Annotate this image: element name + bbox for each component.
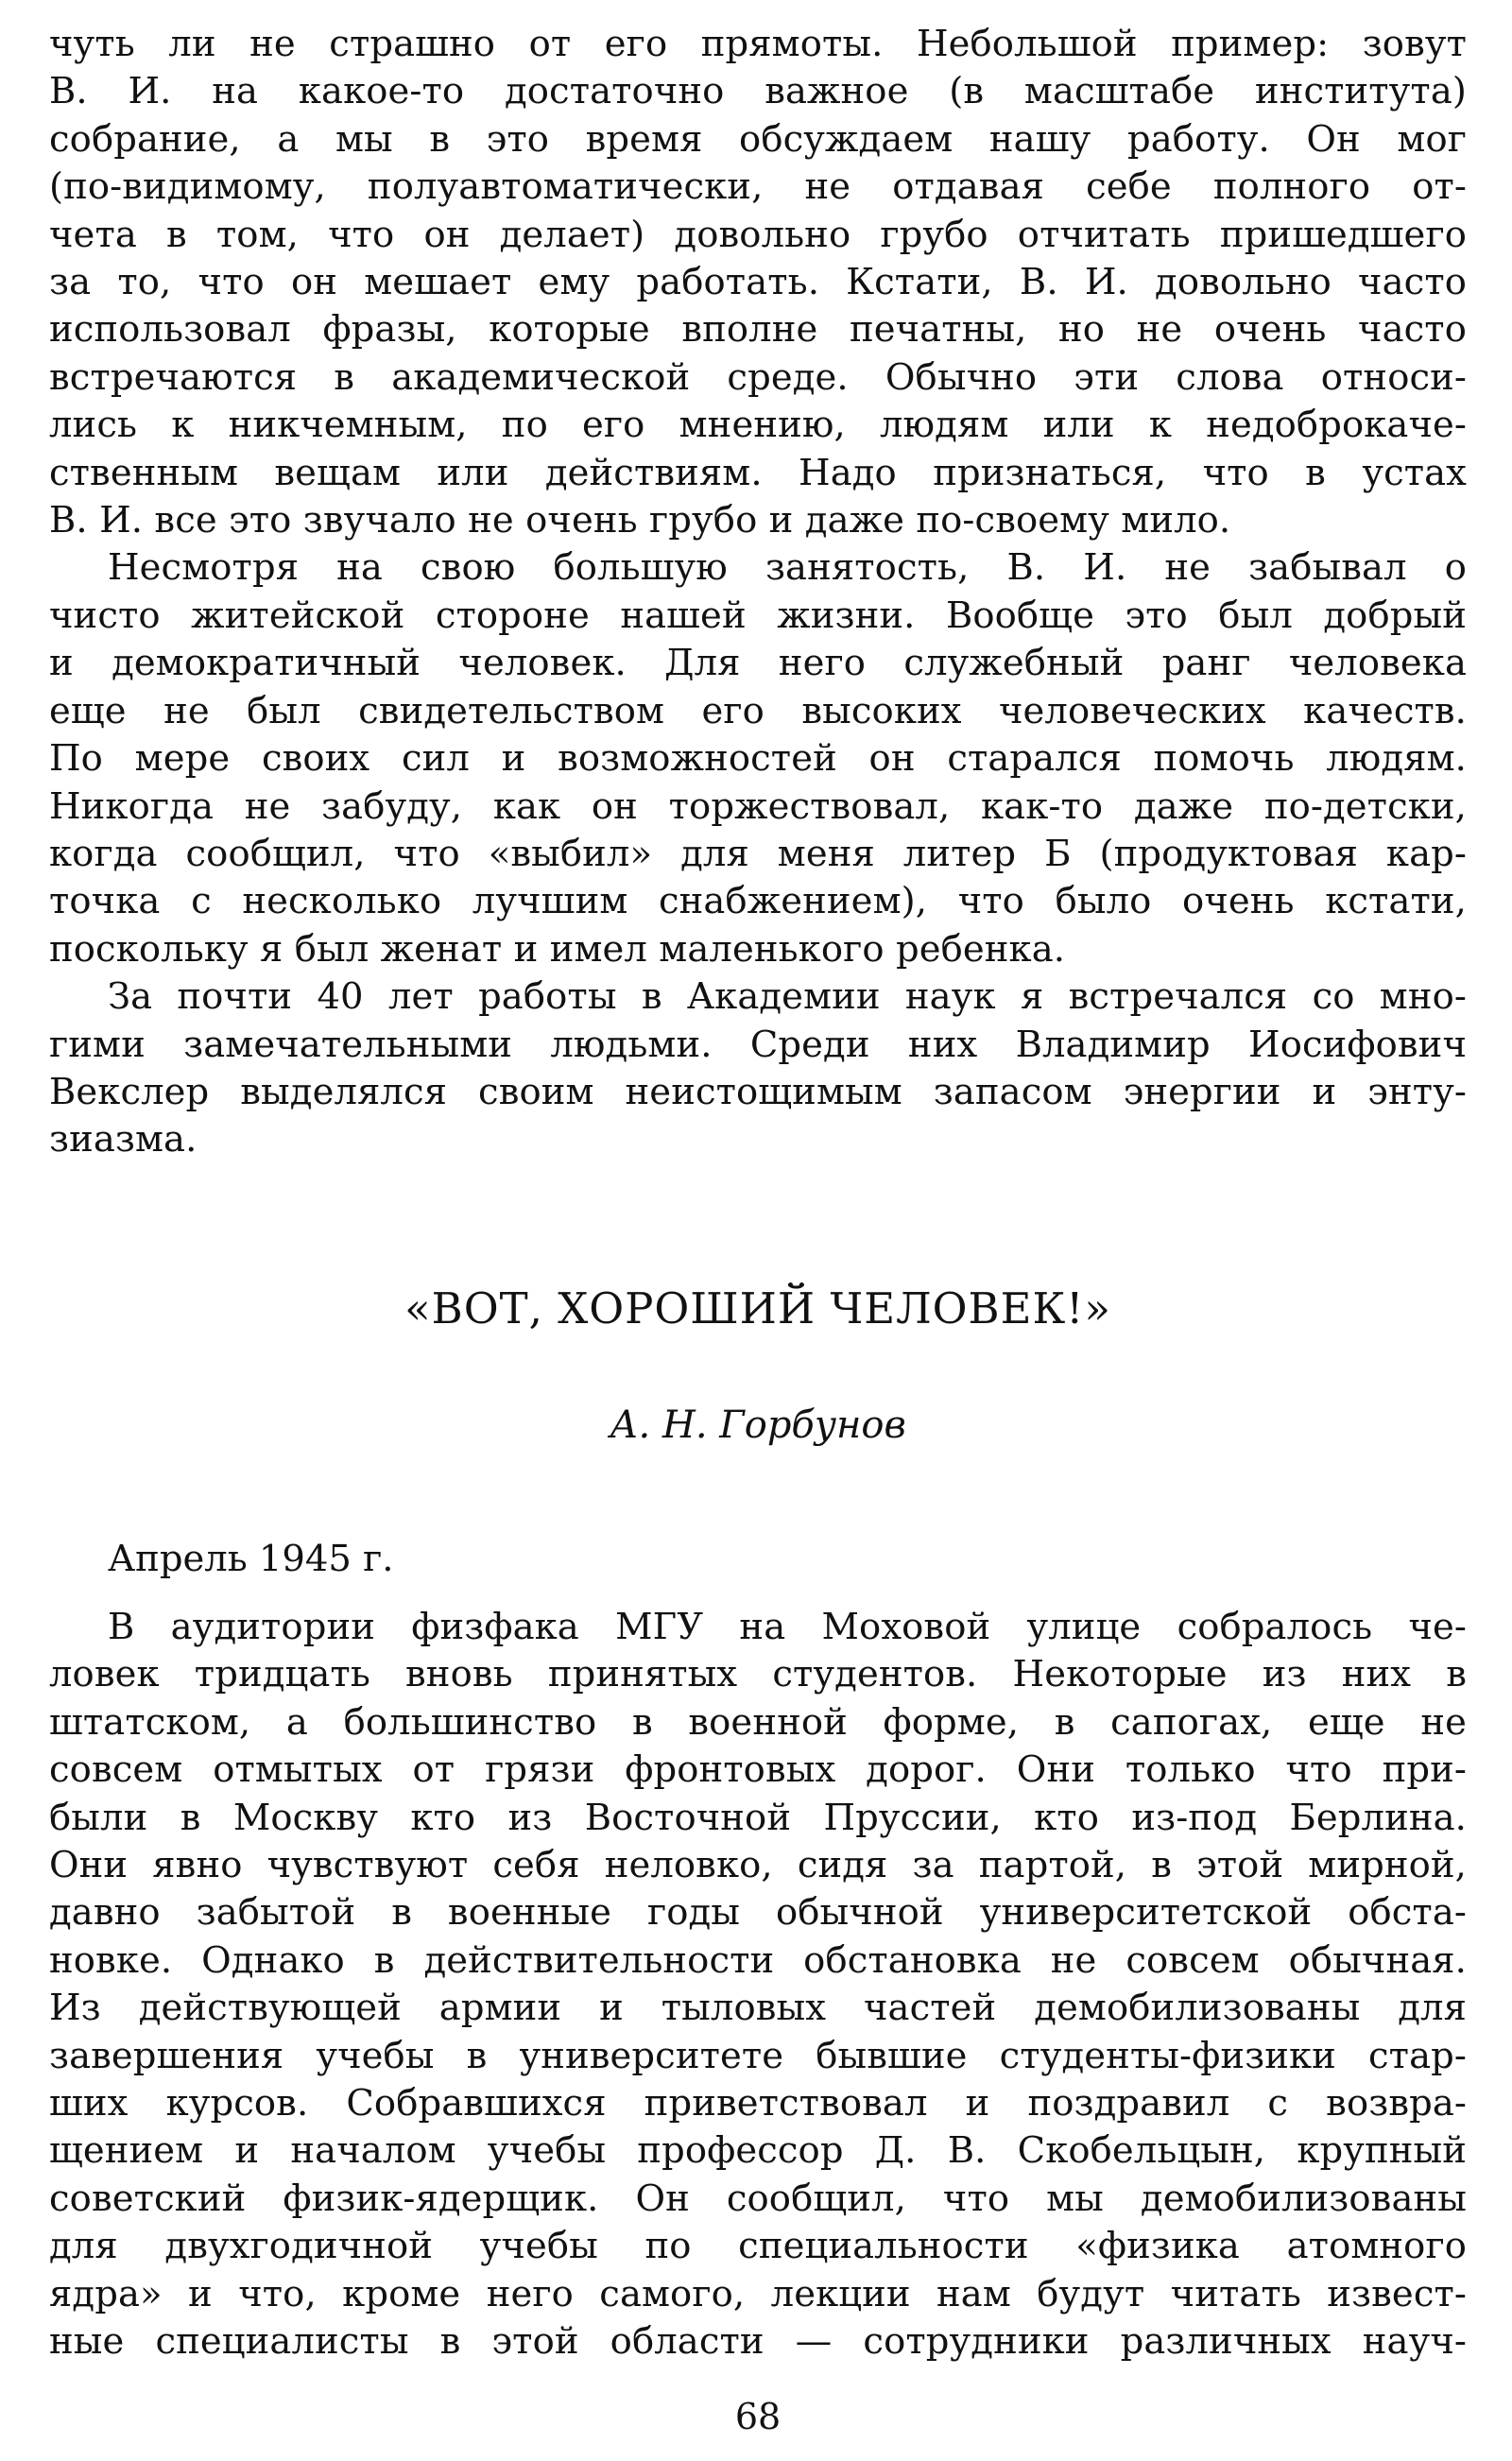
text-line: ших курсов. Собравшихся приветствовал и поздравил с возвра- <box>49 2082 1467 2125</box>
text-line: поскольку я был женат и имел маленького ребенка. <box>49 927 1066 971</box>
text-line: использовал фразы, которые вполне печатны, но не очень часто <box>49 308 1467 352</box>
text-line: Векслер выделялся своим неистощимым запасом энергии и энту- <box>49 1070 1467 1113</box>
page-number: 68 <box>734 2396 782 2437</box>
text-line: Никогда не забуду, как он торжествовал, как-то даже по-детски, <box>49 784 1467 828</box>
text-line: В. И. на какое-то достаточно важное (в масштабе института) <box>49 70 1467 113</box>
text-line: В аудитории физфака МГУ на Моховой улице собралось че- <box>108 1606 1467 1648</box>
text-line: В. И. все это звучало не очень грубо и даже по-своему мило. <box>49 499 1231 542</box>
text-line: щением и началом учебы профессор Д. В. Скобельцын, крупный <box>49 2129 1467 2173</box>
text-line: чета в том, что он делает) довольно грубо отчитать пришедшего <box>49 213 1467 256</box>
text-line: советский физик-ядерщик. Он сообщил, что мы демобилизованы <box>49 2177 1467 2220</box>
text-line: совсем отмытых от грязи фронтовых дорог. Они только что при- <box>49 1748 1467 1792</box>
text-line: были в Москву кто из Восточной Пруссии, кто из-под Берлина. <box>49 1796 1467 1839</box>
text-line: Из действующей армии и тыловых частей демобилизованы для <box>49 1987 1467 2030</box>
text-line: новке. Однако в действительности обстановка не совсем обычная. <box>49 1938 1467 1982</box>
text-line: встречаются в академической среде. Обычно эти слова относи- <box>49 355 1467 399</box>
text-line: ственным вещам или действиям. Надо признаться, что в устах <box>49 451 1467 494</box>
book-page <box>49 21 1467 2440</box>
text-line: зиазма. <box>49 1118 198 1162</box>
paragraph-1 <box>49 21 1467 544</box>
text-line: Они явно чувствуют себя неловко, сидя за партой, в этой мирной, <box>49 1844 1467 1887</box>
text-line: Несмотря на свою большую занятость, В. И. не забывал о <box>108 546 1467 590</box>
text-line: собрание, а мы в это время обсуждаем нашу работу. Он мог <box>49 117 1467 161</box>
text-line: ядра» и что, кроме него самого, лекции нам будут читать извест- <box>49 2272 1467 2315</box>
text-line: за то, что он мешает ему работать. Кстати, В. И. довольно часто <box>49 261 1467 304</box>
text-line: и демократичный человек. Для него служебный ранг человека <box>49 642 1467 685</box>
text-line: (по-видимому, полуавтоматически, не отдавая себе полного от- <box>49 165 1467 209</box>
text-line: За почти 40 лет работы в Академии наук я встречался со мно- <box>108 975 1467 1019</box>
text-line: еще не был свидетельством его высоких человеческих качеств. <box>49 689 1467 732</box>
article-body <box>49 1604 1467 2366</box>
paragraph-3 <box>49 973 1467 1164</box>
text-line: штатском, а большинство в военной форме, в сапогах, еще не <box>49 1700 1467 1744</box>
text-line: ловек тридцать вновь принятых студентов. Некоторые из них в <box>49 1653 1467 1696</box>
article-author: А. Н. Горбунов <box>610 1403 906 1447</box>
text-line: когда сообщил, что «выбил» для меня литер Б (продуктовая кар- <box>49 832 1467 875</box>
text-line: для двухгодичной учебы по специальности «физика атомного <box>49 2225 1467 2268</box>
text-line: По мере своих сил и возможностей он старался помочь людям. <box>49 737 1467 781</box>
article-title: «ВОТ, ХОРОШИЙ ЧЕЛОВЕК!» <box>404 1283 1111 1334</box>
text-line: чуть ли не страшно от его прямоты. Небольшой пример: зовут <box>49 23 1467 65</box>
previous-article-text <box>49 21 1467 1164</box>
paragraph-2 <box>49 544 1467 973</box>
article-date: Апрель 1945 г. <box>108 1538 394 1580</box>
text-line: давно забытой в военные годы обычной университетской обста- <box>49 1891 1467 1935</box>
text-line: завершения учебы в университете бывшие студенты-физики стар- <box>49 2034 1467 2077</box>
text-line: ные специалисты в этой области — сотрудники различных науч- <box>49 2320 1467 2364</box>
text-line: точка с несколько лучшим снабжением), что было очень кстати, <box>49 880 1467 923</box>
text-line: лись к никчемным, по его мнению, людям или к недоброкаче- <box>49 404 1467 447</box>
paragraph-4 <box>49 1604 1467 2366</box>
text-line: чисто житейской стороне нашей жизни. Вообще это был добрый <box>49 594 1467 637</box>
text-line: гими замечательными людьми. Среди них Владимир Иосифович <box>49 1023 1467 1066</box>
